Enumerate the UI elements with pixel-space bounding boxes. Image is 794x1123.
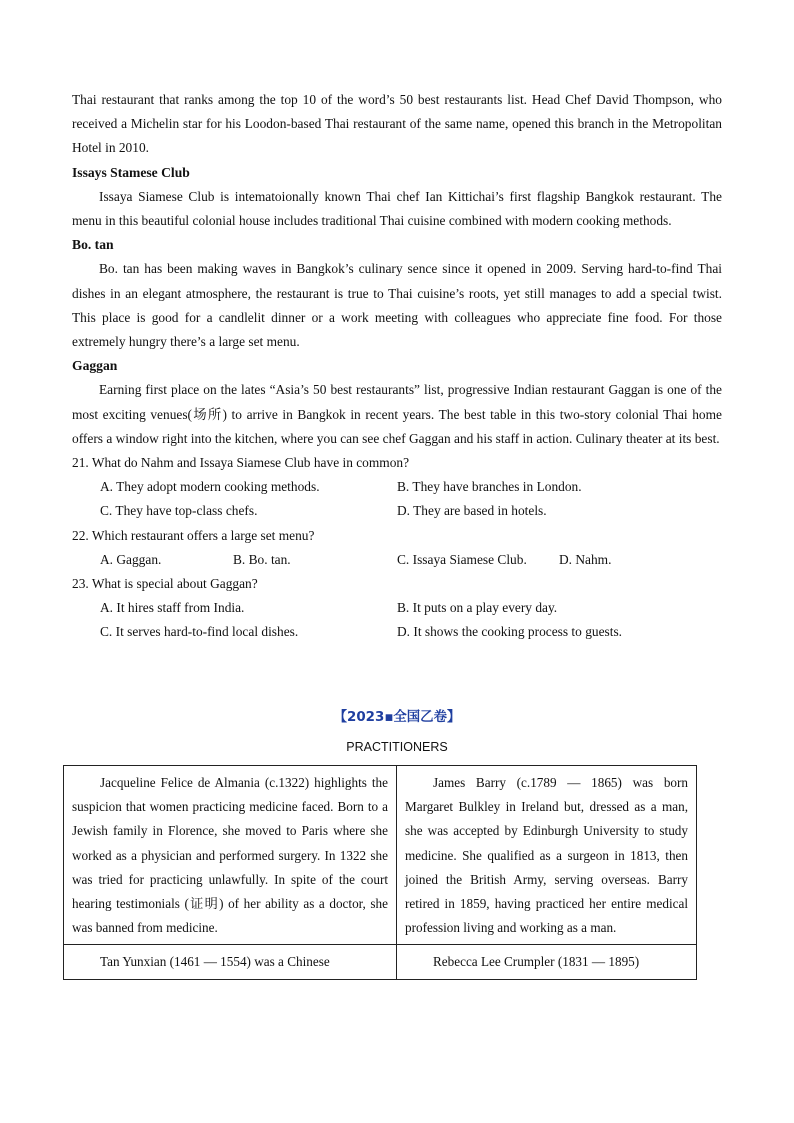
practitioners-table (63, 765, 697, 980)
section-body-botan: Bo. tan has been making waves in Bangkok’s culinary sence since it opened in 2009. Serving hard-to-find Thai dishes in an elegant atmosphere, the restaurant is true to Thai cuisine’s roots, yet still manages to add a special twist. This place is good for a candlelit dinner or a work meeting with colleagues who appreciate fine food. For those extremely hungry there’s a large set menu. (72, 261, 722, 350)
question-22 (72, 524, 722, 572)
section-body-gaggan: Earning first place on the lates “Asia’s 50 best restaurants” list, progressive Indian restaurant Gaggan is one of the most exciting venues(场所) to arrive in Bangkok in recent years. The best table in this two-story colonial Thai home offers a window right into the kitchen, where you can see chef Gaggan and his staff in action. Culinary theater at its best. (72, 382, 722, 446)
question-stem: 21. What do Nahm and Issaya Siamese Club have in common? (72, 455, 410, 471)
section-heading-issaya: Issays Stamese Club (72, 164, 190, 180)
table-cell (64, 766, 397, 945)
section-subtitle: PRACTITIONERS (346, 740, 448, 754)
passage-intro: Thai restaurant that ranks among the top 10 of the word’s 50 best restaurants list. Head Chef David Thompson, who received a Michelin star for his Loodon-based Thai restaurant of the same name, opened this branch in the Metropolitan Hotel in 2010. (72, 92, 722, 156)
option-c: C. It serves hard-to-find local dishes. (100, 624, 299, 640)
cell-text-tan: Tan Yunxian (1461 — 1554) was a Chinese (100, 954, 330, 970)
option-a: A. Gaggan. (100, 551, 162, 567)
cell-text-almania: Jacqueline Felice de Almania (c.1322) highlights the suspicion that women practicing medicine faced. Born to a Jewish family in Florence, she moved to Paris where she worked as a physician and performed surgery. In 1322 she was tried for practicing unlawfully. In spite of the court hearing testimonials (证明) of her ability as a doctor, she was banned from medicine. (72, 775, 388, 936)
option-b: B. It puts on a play every day. (397, 600, 558, 616)
question-stem: 23. What is special about Gaggan? (72, 576, 258, 592)
section-body-issaya: Issaya Siamese Club is intematoionally known Thai chef Ian Kittichai’s first flagship Bangkok restaurant. The menu in this beautiful colonial house includes traditional Thai cuisine combined with modern cooking methods. (72, 188, 722, 229)
table-cell (64, 945, 397, 979)
option-d: D. It shows the cooking process to guests. (397, 624, 623, 640)
option-c: C. Issaya Siamese Club. (397, 551, 527, 567)
question-stem: 22. Which restaurant offers a large set menu? (72, 527, 315, 543)
option-a: A. They adopt modern cooking methods. (100, 479, 320, 495)
table-cell (397, 766, 697, 945)
option-c: C. They have top-class chefs. (100, 503, 258, 519)
question-21 (72, 451, 722, 524)
section-heading-botan: Bo. tan (72, 237, 114, 253)
table-row (64, 945, 697, 979)
passage (72, 88, 722, 645)
option-a: A. It hires staff from India. (100, 600, 245, 616)
cell-text-barry: James Barry (c.1789 — 1865) was born Margaret Bulkley in Ireland but, dressed as a man, she was accepted by Edinburgh University to study medicine. She qualified as a surgeon in 1813, then joined the British Army, serving overseas. Barry retired in 1859, having practiced her entire medical profession living and working as a man. (405, 775, 688, 936)
option-d: D. They are based in hotels. (397, 503, 547, 519)
table-row (64, 766, 697, 945)
option-b: B. They have branches in London. (397, 479, 582, 495)
option-d: D. Nahm. (559, 551, 612, 567)
option-b: B. Bo. tan. (233, 551, 291, 567)
section-title: 【2023▪全国乙卷】 (333, 710, 461, 725)
section-heading-gaggan: Gaggan (72, 358, 118, 374)
question-23 (72, 572, 722, 645)
cell-text-crumpler: Rebecca Lee Crumpler (1831 — 1895) (433, 954, 640, 970)
table-cell (397, 945, 697, 979)
